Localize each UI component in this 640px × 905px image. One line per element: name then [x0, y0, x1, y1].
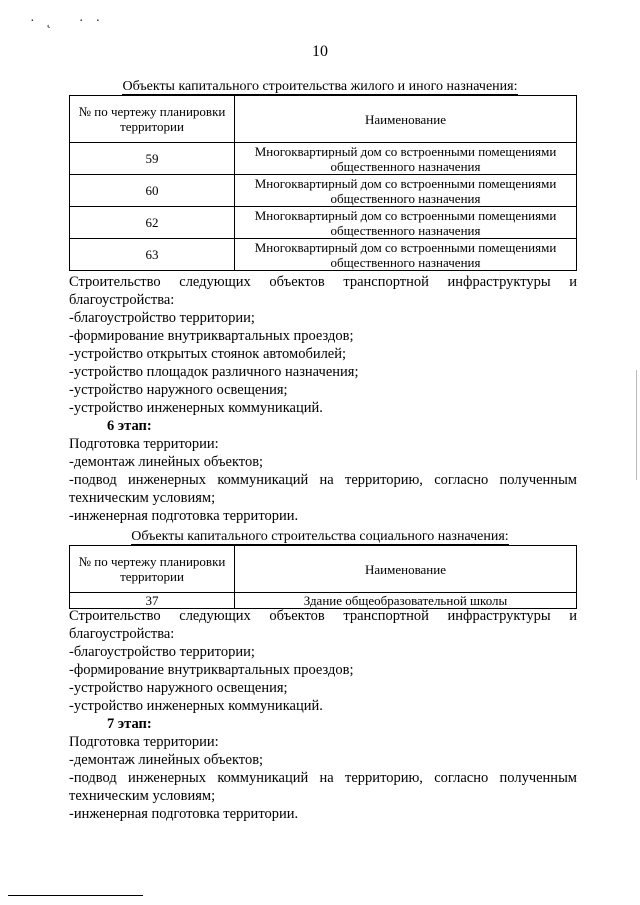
object-number: 62	[70, 207, 235, 239]
list-item: -устройство инженерных коммуникаций.	[69, 400, 323, 416]
table-row	[70, 143, 577, 175]
list-item: -устройство открытых стоянок автомобилей;	[69, 346, 347, 362]
section1-body	[69, 273, 577, 525]
construction-intro-cont: благоустройства:	[69, 626, 175, 642]
object-number: 60	[70, 175, 235, 207]
list-item: -благоустройство территории;	[69, 310, 255, 326]
object-name: Многоквартирный дом со встроенными помещениями общественного назначения	[235, 207, 577, 239]
table-row	[70, 175, 577, 207]
table-caption-social	[0, 529, 640, 545]
list-item: -устройство инженерных коммуникаций.	[69, 698, 323, 714]
list-item: -инженерная подготовка территории.	[69, 806, 299, 822]
object-number: 59	[70, 143, 235, 175]
list-item: -благоустройство территории;	[69, 644, 255, 660]
stage-6-title: 6 этап:	[107, 418, 152, 434]
scan-margin-line	[636, 370, 637, 480]
object-name: Многоквартирный дом со встроенными помещениями общественного назначения	[235, 239, 577, 271]
construction-intro: Строительство следующих объектов транспортной инфраструктуры и	[69, 608, 577, 624]
scan-specks: ·˛ ··	[30, 14, 113, 29]
object-number: 63	[70, 239, 235, 271]
page-number: 10	[312, 43, 328, 60]
list-item: -демонтаж линейных объектов;	[69, 454, 264, 470]
list-item: -устройство наружного освещения;	[69, 382, 288, 398]
social-objects-table	[69, 545, 577, 609]
object-name: Здание общеобразовательной школы	[235, 593, 577, 609]
list-item-cont: техническим условиям;	[69, 490, 216, 506]
list-item-cont: техническим условиям;	[69, 788, 216, 804]
table-row	[70, 239, 577, 271]
list-item: -подвод инженерных коммуникаций на территорию, согласно полученным	[69, 472, 577, 488]
table-caption-residential	[0, 79, 640, 95]
construction-intro: Строительство следующих объектов транспортной инфраструктуры и	[69, 274, 577, 290]
column-header-number: № по чертежу планировки территории	[70, 546, 235, 593]
footnote-rule	[8, 895, 143, 896]
table-caption-text: Объекты капитального строительства социального назначения:	[131, 529, 509, 544]
construction-intro-cont: благоустройства:	[69, 292, 175, 308]
column-header-number: № по чертежу планировки территории	[70, 96, 235, 143]
list-item: -инженерная подготовка территории.	[69, 508, 299, 524]
list-item: -устройство наружного освещения;	[69, 680, 288, 696]
column-header-name: Наименование	[235, 546, 577, 593]
table-row	[70, 207, 577, 239]
object-name: Многоквартирный дом со встроенными помещениями общественного назначения	[235, 143, 577, 175]
stage-7-title: 7 этап:	[107, 716, 152, 732]
stage-7-prep: Подготовка территории:	[69, 734, 219, 750]
list-item: -подвод инженерных коммуникаций на территорию, согласно полученным	[69, 770, 577, 786]
list-item: -формирование внутриквартальных проездов;	[69, 662, 354, 678]
object-number: 37	[70, 593, 235, 609]
list-item: -устройство площадок различного назначения;	[69, 364, 359, 380]
table-caption-text: Объекты капитального строительства жилого и иного назначения:	[122, 79, 518, 94]
residential-objects-table	[69, 95, 577, 271]
object-name: Многоквартирный дом со встроенными помещениями общественного назначения	[235, 175, 577, 207]
list-item: -формирование внутриквартальных проездов;	[69, 328, 354, 344]
stage-6-prep: Подготовка территории:	[69, 436, 219, 452]
table-header-row	[70, 96, 577, 143]
table-header-row	[70, 546, 577, 593]
list-item: -демонтаж линейных объектов;	[69, 752, 264, 768]
column-header-name: Наименование	[235, 96, 577, 143]
section2-body	[69, 607, 577, 823]
